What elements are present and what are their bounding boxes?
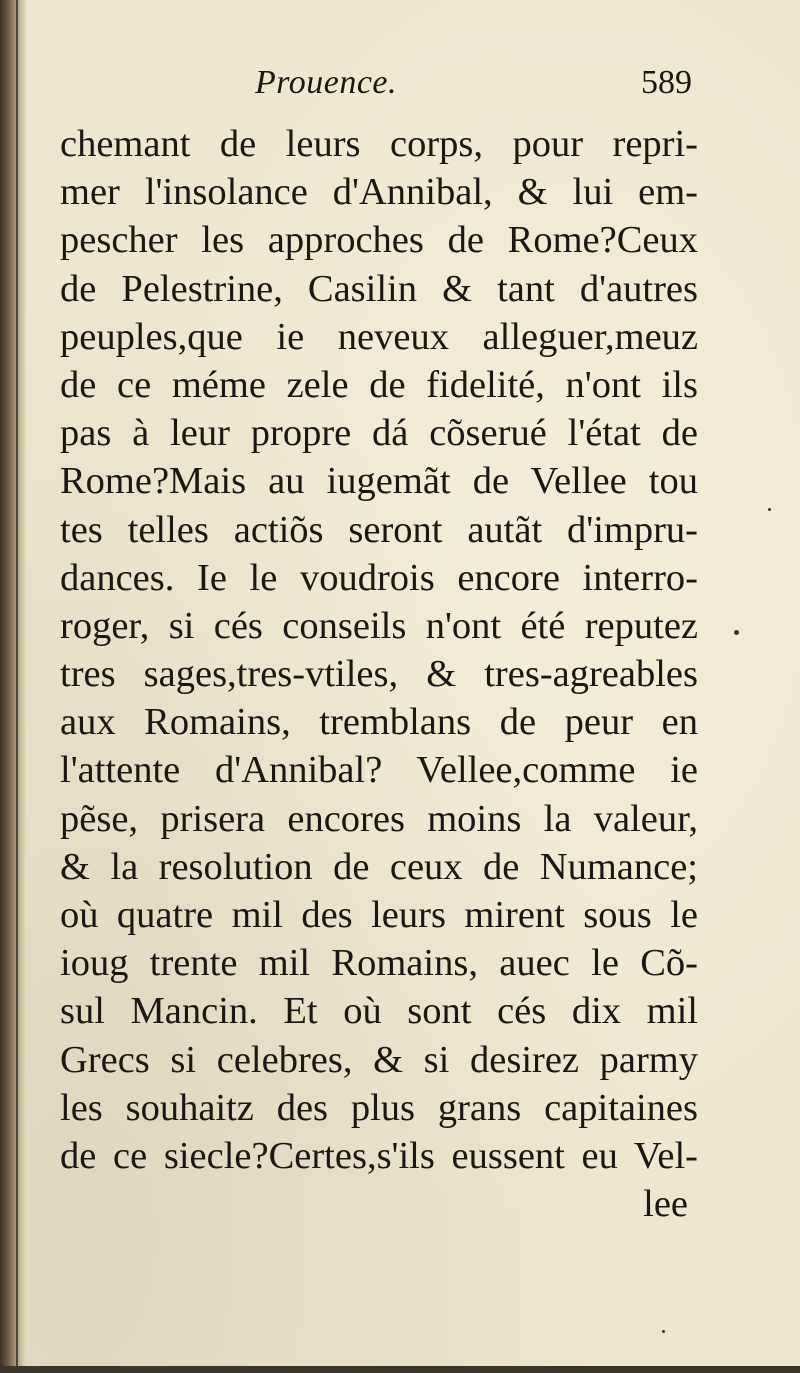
page-content: [60, 62, 700, 1228]
page-number: 589: [641, 64, 692, 101]
catchword: lee: [643, 1183, 688, 1226]
running-head: Prouence.: [255, 64, 398, 101]
text-line: Grecs si celebres, & si desirez parmy: [60, 1038, 698, 1081]
text-line: peuples,que ie neveux alleguer,meuz: [60, 315, 698, 358]
text-line: sul Mancin. Et où sont cés dix mil: [60, 990, 698, 1033]
text-line: chemant de leurs corps, pour repri-: [60, 123, 698, 165]
ink-speck: [734, 630, 739, 635]
text-line: l'attente d'Annibal? Vellee,comme ie: [60, 749, 698, 792]
ink-speck: [768, 508, 771, 511]
binding-edge: [16, 0, 18, 1373]
text-line: & la resolution de ceux de Numance;: [60, 845, 698, 888]
book-gutter: [0, 0, 26, 1373]
text-line: pas à leur propre dá cõserué l'état de: [60, 412, 698, 455]
text-line: roger, si cés conseils n'ont été reputez: [60, 604, 698, 647]
text-line: ioug trente mil Romains, auec le Cõ-: [60, 942, 698, 985]
ink-speck: [662, 1330, 665, 1333]
page-header: [60, 62, 700, 114]
text-line: de Pelestrine, Casilin & tant d'autres: [60, 267, 698, 310]
text-line: de ce méme zele de fidelité, n'ont ils: [60, 363, 698, 406]
text-line: de ce siecle?Certes,s'ils eussent eu Vel-: [60, 1134, 698, 1177]
text-line: Rome?Mais au iugemãt de Vellee tou: [60, 460, 698, 503]
text-line: dances. Ie le voudrois encore interro-: [60, 556, 698, 599]
body-text: [60, 120, 700, 1228]
text-line: pescher les approches de Rome?Ceux: [60, 219, 698, 262]
page-bottom-edge: [0, 1366, 800, 1373]
text-line: où quatre mil des leurs mirent sous le: [60, 894, 698, 936]
text-line: mer l'insolance d'Annibal, & lui em-: [60, 171, 698, 214]
text-line: pẽse, prisera encores moins la valeur,: [60, 797, 698, 840]
text-line: tes telles actiõs seront autãt d'impru-: [60, 508, 698, 551]
text-line: les souhaitz des plus grans capitaines: [60, 1086, 698, 1129]
text-line: tres sages,tres-vtiles, & tres-agreables: [60, 653, 698, 696]
text-line: aux Romains, tremblans de peur en: [60, 701, 698, 744]
